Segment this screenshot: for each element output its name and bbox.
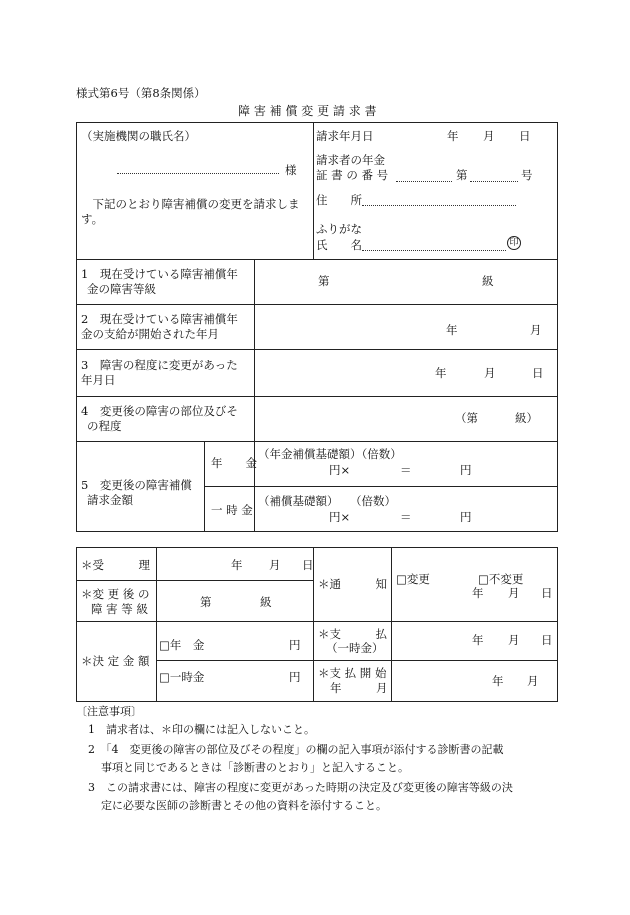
name-label: 氏 名 (316, 238, 363, 252)
ichiji-label-cell (205, 487, 255, 532)
kaishi-label-1: ＊支 払 開 始 (318, 666, 387, 680)
note-2b: 事項と同じであるときは「診断書のとおり」と記入すること。 (101, 761, 409, 774)
juri-label-cell (77, 548, 157, 581)
sama-label: 様 (285, 163, 297, 177)
institution-label: （実施機関の職氏名） (81, 129, 196, 143)
address-line[interactable] (362, 205, 516, 206)
ichiji-label: 一 時 金 (211, 503, 253, 517)
grade-label-1: ＊変 更 後 の (81, 587, 150, 601)
juri-year: 年 (231, 558, 243, 572)
row4-dai: （第 (455, 411, 478, 425)
shiharai-value-cell[interactable] (392, 622, 558, 661)
ichiji-checkbox[interactable]: □一時金 (159, 670, 205, 684)
juri-day: 日 (302, 558, 314, 572)
grade-dai: 第 (200, 595, 212, 609)
row2-value-cell[interactable] (255, 305, 558, 350)
row2-month: 月 (530, 323, 542, 337)
juri-label: ＊受 理 (81, 558, 150, 572)
kettei-label-cell (77, 622, 157, 702)
request-table (76, 122, 558, 532)
shiharai-label-cell (314, 622, 392, 661)
nenkin-yen-x: 円× (329, 463, 351, 477)
ichiji-yen-x: 円× (329, 510, 351, 524)
notes-heading: 〔注意事項〕 (76, 705, 142, 718)
ichiji-eq: ＝ (400, 510, 412, 524)
office-use-table (76, 547, 558, 702)
tsuchi-label-cell (314, 548, 392, 622)
institution-cell (77, 123, 314, 260)
note-1: 1 請求者は、＊印の欄には記入しないこと。 (88, 723, 315, 736)
note-3b: 定に必要な医師の診断書とその他の資料を添付すること。 (101, 799, 387, 812)
row5-label-1: 5 変更後の障害補償 (81, 478, 192, 492)
applicant-cell (314, 123, 558, 260)
pension-no-line-1[interactable] (396, 181, 452, 182)
juri-value-cell[interactable] (157, 548, 314, 581)
pension-no-label-2: 証 書 の 番 号 (316, 168, 389, 182)
nenkin-value-cell[interactable] (255, 442, 558, 487)
ichiji-value-cell[interactable] (255, 487, 558, 532)
address-label: 住 所 (316, 193, 363, 207)
row2-label-2: 金の支給が開始された年月 (81, 327, 219, 341)
pay-month: 月 (508, 633, 520, 647)
kettei-nenkin-cell[interactable] (157, 622, 314, 661)
pension-dai: 第 (456, 168, 468, 182)
row3-year: 年 (435, 366, 447, 380)
row2-year: 年 (446, 323, 458, 337)
ichiji-yen: 円 (460, 510, 472, 524)
date-year: 年 (447, 129, 459, 143)
institution-name-line[interactable] (117, 173, 279, 174)
kettei-label: ＊決 定 金 額 (81, 654, 150, 668)
request-text-2: す。 (81, 212, 104, 226)
henko-checkbox[interactable]: □変更 (396, 572, 430, 586)
row4-label-cell (77, 397, 255, 442)
nenkin-label-cell (205, 442, 255, 487)
kaishi-label-2: 年 月 (330, 681, 388, 695)
kettei-nenkin-yen: 円 (289, 638, 301, 652)
seal-mark: 印 (507, 236, 521, 250)
tsuchi-value-cell[interactable] (392, 548, 558, 622)
row4-label-1: 4 変更後の障害の部位及びそ (81, 404, 238, 418)
row5-label-2: 請求金額 (87, 493, 133, 507)
start-year: 年 (492, 674, 504, 688)
fuhenko-checkbox[interactable]: □不変更 (478, 572, 524, 586)
tsuchi-label: ＊通 知 (318, 577, 387, 591)
grade-kyu: 級 (260, 595, 272, 609)
row1-value-cell[interactable] (255, 260, 558, 305)
start-month: 月 (527, 674, 539, 688)
pension-no-line-2[interactable] (470, 181, 518, 182)
nenkin-checkbox[interactable]: □年 金 (159, 638, 205, 652)
juri-month: 月 (269, 558, 281, 572)
kettei-ichiji-cell[interactable] (157, 661, 314, 702)
shiharai-label-1: ＊支 払 (318, 627, 387, 641)
row2-label-cell (77, 305, 255, 350)
row5-label-cell (77, 442, 205, 532)
date-label: 請求年月日 (316, 129, 374, 143)
row3-label-2: 年月日 (81, 373, 116, 387)
row3-month: 月 (484, 366, 496, 380)
note-2a: 2 「4 変更後の障害の部位及びその程度」の欄の記入事項が添付する診断書の記載 (88, 743, 504, 756)
name-line[interactable] (362, 250, 506, 251)
row1-dai: 第 (318, 274, 330, 288)
form-title: 障 害 補 償 変 更 請 求 書 (238, 104, 377, 118)
note-3a: 3 この請求書には、障害の程度に変更があった時期の決定及び変更後の障害等級の決 (88, 781, 513, 794)
shiharai-label-2: （一時金） (326, 641, 384, 655)
row2-label-1: 2 現在受けている障害補償年 (81, 312, 238, 326)
row1-label-1: 1 現在受けている障害補償年 (81, 267, 238, 281)
row3-day: 日 (532, 366, 544, 380)
kettei-ichiji-yen: 円 (289, 670, 301, 684)
tsuchi-month: 月 (508, 586, 520, 600)
row4-value-cell[interactable] (255, 397, 558, 442)
ichiji-base-label: （補償基礎額） （倍数） (258, 494, 396, 508)
grade-label-2: 障 害 等 級 (91, 602, 148, 616)
row4-kyu: 級） (515, 411, 538, 425)
row3-value-cell[interactable] (255, 350, 558, 397)
date-month: 月 (483, 129, 495, 143)
tsuchi-year: 年 (472, 586, 484, 600)
row1-label-cell (77, 260, 255, 305)
kaishi-value-cell[interactable] (392, 661, 558, 702)
grade-label-cell (77, 581, 157, 622)
date-day: 日 (519, 129, 531, 143)
grade-value-cell[interactable] (157, 581, 314, 622)
furigana-label: ふりがな (316, 222, 363, 236)
kaishi-label-cell (314, 661, 392, 702)
row1-kyu: 級 (482, 274, 494, 288)
nenkin-label: 年 金 (211, 456, 257, 470)
row4-label-2: の程度 (87, 419, 122, 433)
nenkin-eq: ＝ (400, 463, 412, 477)
row3-label-1: 3 障害の程度に変更があった (81, 358, 238, 372)
nenkin-yen: 円 (460, 463, 472, 477)
pay-year: 年 (472, 633, 484, 647)
pension-no-label-1: 請求者の年金 (316, 153, 386, 167)
request-text-1: 下記のとおり障害補償の変更を請求しま (81, 197, 300, 211)
row3-label-cell (77, 350, 255, 397)
nenkin-base-label: （年金補償基礎額）（倍数） (258, 447, 402, 461)
tsuchi-day: 日 (541, 586, 553, 600)
form-number: 様式第6号（第8条関係） (76, 86, 206, 100)
row1-label-2: 金の障害等級 (87, 282, 156, 296)
pay-day: 日 (541, 633, 553, 647)
pension-go: 号 (521, 168, 533, 182)
